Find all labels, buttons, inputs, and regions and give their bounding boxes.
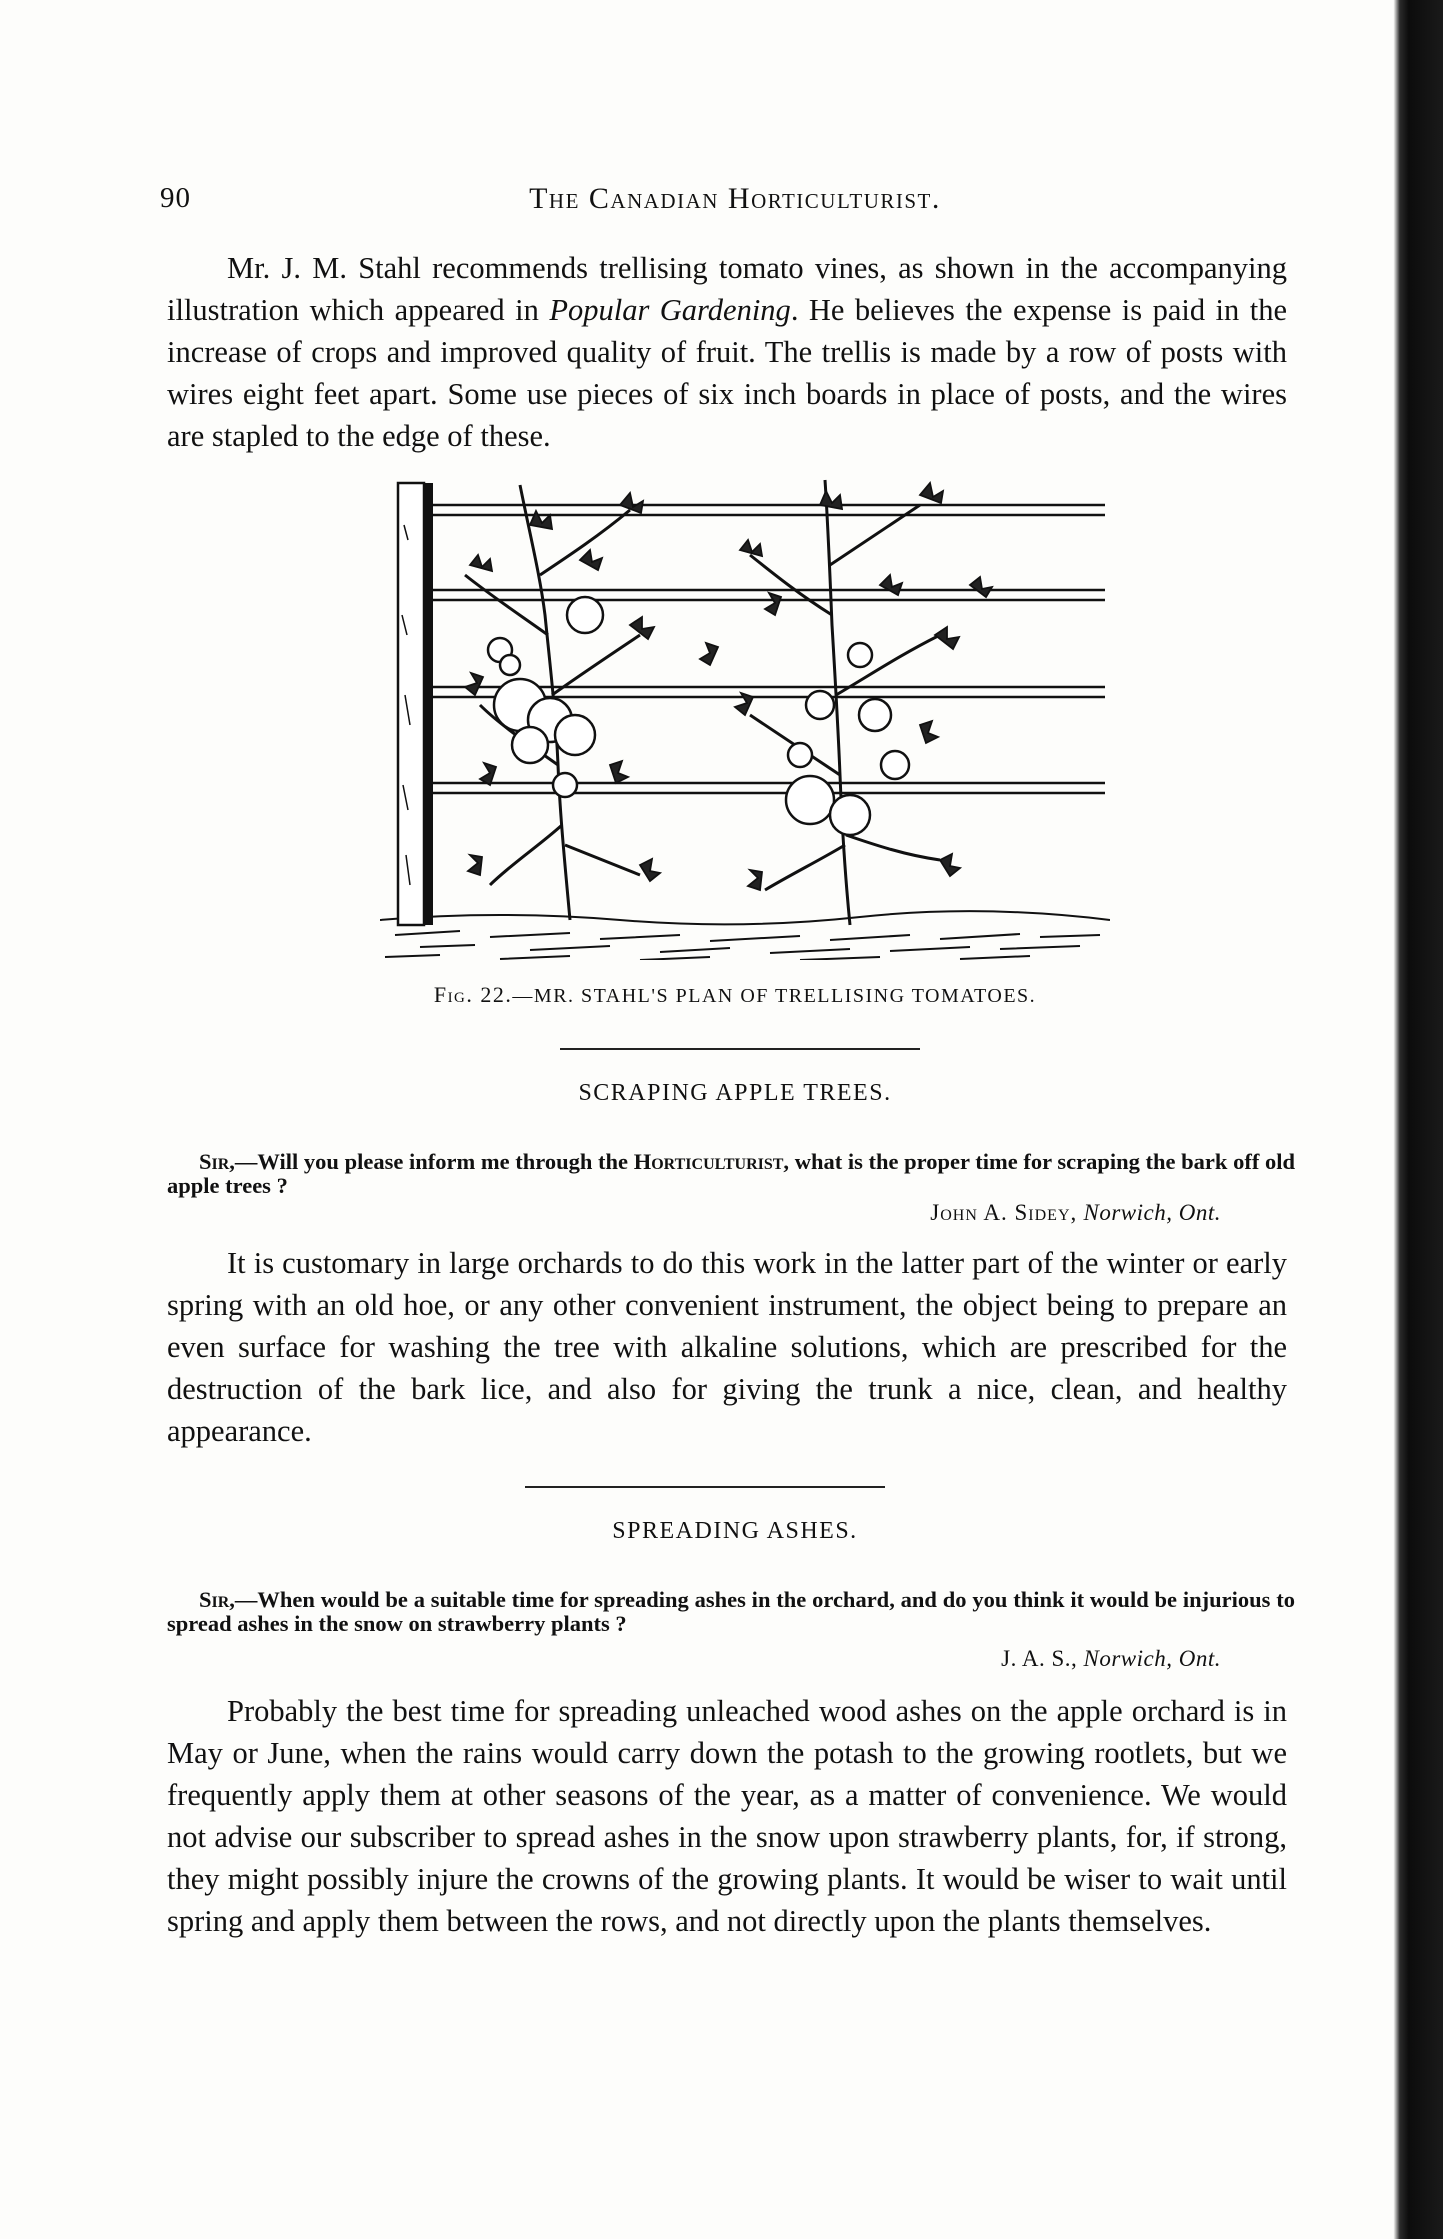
letter-question-end: , what is the proper time for scraping the bark off old apple trees ? bbox=[167, 1149, 1295, 1198]
letter-question-journal: Horticulturist bbox=[633, 1149, 784, 1174]
signer-name: John A. Sidey, bbox=[930, 1200, 1078, 1225]
running-title: The Canadian Horticulturist. bbox=[529, 182, 941, 215]
running-head bbox=[160, 182, 1310, 222]
page-binding-edge bbox=[1353, 0, 1443, 2239]
letter-salutation: Sir, bbox=[199, 1149, 235, 1174]
letter-signature-ashes bbox=[1001, 1646, 1221, 1672]
figure-caption bbox=[160, 982, 1310, 1008]
trellis-illustration bbox=[380, 465, 1110, 960]
letter-salutation: Sir, bbox=[199, 1587, 235, 1612]
section-title-scraping: SCRAPING APPLE TREES. bbox=[578, 1080, 892, 1106]
letter-question-text: —When would be a suitable time for spreading ashes in the orchard, and do you think it would be injurious to spread ashes in the snow on strawberry plants ? bbox=[167, 1587, 1295, 1636]
letter-signature-scraping bbox=[930, 1200, 1221, 1226]
right-tomato-fruits bbox=[786, 643, 909, 835]
letter-question-text: —Will you please inform me through the bbox=[234, 1149, 634, 1174]
section-title-ashes: SPREADING ASHES. bbox=[612, 1518, 858, 1544]
publication-name: Popular Gardening bbox=[549, 293, 791, 327]
intro-text-before: Mr. J. M. Stahl recommends trellising tomato vines, as shown in the accompanying illustration which appeared in bbox=[167, 251, 1287, 327]
figure-label: Fig. 22. bbox=[433, 982, 513, 1007]
tomato-trellis-drawing bbox=[380, 465, 1110, 960]
signer-place: Norwich, Ont. bbox=[1083, 1200, 1221, 1225]
intro-text-after: . He believes the expense is paid in the increase of crops and improved quality of fruit. The trellis is made by a row of posts with wires eight feet apart. Some use pieces of six inch boards in place of posts, and the wires are stapled to the edge of these. bbox=[167, 293, 1287, 453]
intro-paragraph bbox=[167, 247, 1287, 457]
wooden-post bbox=[398, 483, 433, 925]
answer-ashes: Probably the best time for spreading unleached wood ashes on the apple orchard is in May or June, when the rains would carry down the potash to the growing rootlets, but we frequently apply them at other seasons of the year, as a matter of convenience. We would not advise our subscriber to spread ashes in the snow upon strawberry plants, for, if strong, they might possibly injure the crowns of the growing plants. It would be wiser to wait until spring and apply them between the rows, and not directly upon the plants themselves. bbox=[167, 1694, 1287, 1938]
section-divider bbox=[525, 1486, 885, 1488]
letter-question-scraping bbox=[167, 1150, 1295, 1198]
signer-name: J. A. S., bbox=[1001, 1646, 1078, 1671]
signer-place: Norwich, Ont. bbox=[1083, 1646, 1221, 1671]
letter-question-ashes bbox=[167, 1588, 1295, 1636]
section-divider bbox=[560, 1048, 920, 1050]
right-tomato-plant bbox=[750, 480, 940, 925]
page-number: 90 bbox=[160, 182, 191, 214]
ground-lines bbox=[380, 911, 1110, 960]
figure-caption-text: —MR. STAHL'S PLAN OF TRELLISING TOMATOES. bbox=[512, 985, 1037, 1007]
answer-scraping: It is customary in large orchards to do this work in the latter part of the winter or early spring with an old hoe, or any other convenient instrument, the object being to prepare an even surface for washing the tree with alkaline solutions, which are prescribed for the destruction of the bark lice, and also for giving the trunk a nice, clean, and healthy appearance. bbox=[167, 1246, 1287, 1448]
